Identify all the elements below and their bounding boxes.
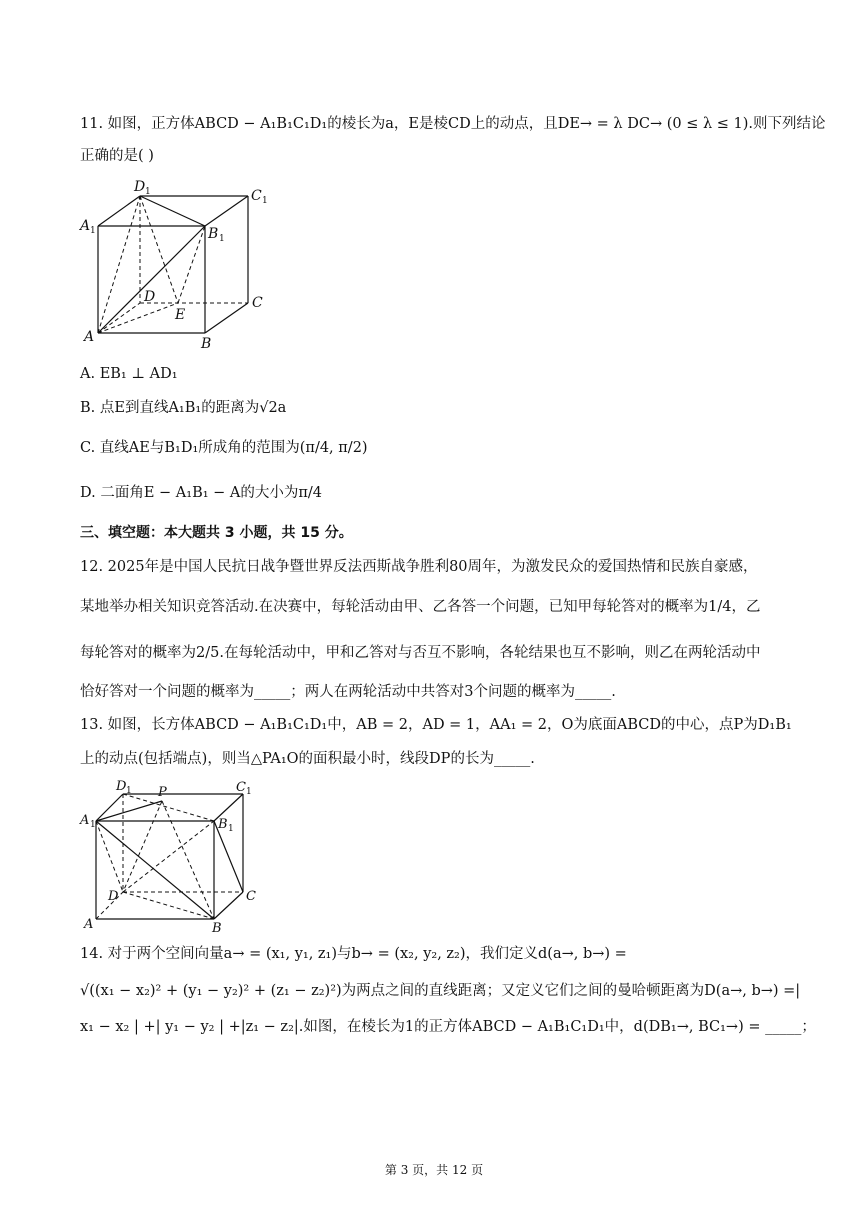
label-B: B <box>201 336 212 352</box>
section-3-header: 三、填空题：本大题共 3 小题，共 15 分。 <box>80 525 353 541</box>
label-A: A <box>84 329 95 345</box>
svg-text:1: 1 <box>126 786 132 796</box>
q13-line2: 上的动点(包括端点)，则当△PA₁O的面积最小时，线段DP的长为_____. <box>80 751 535 767</box>
label-D1: D <box>134 179 146 195</box>
q11-option-c: C. 直线AE与B₁D₁所成角的范围为(π/4, π/2) <box>80 440 368 456</box>
label-A: A <box>84 917 94 932</box>
label-E: E <box>175 307 186 323</box>
q14-line2: √((x₁ − x₂)² + (y₁ − y₂)² + (z₁ − z₂)²)为两点之间的直线距离；又定义它们之间的曼哈顿距离为D(a→, b→) =| <box>80 983 801 999</box>
label-B: B <box>212 921 222 934</box>
q11-line1: 11. 如图，正方体ABCD − A₁B₁C₁D₁的棱长为a，E是棱CD上的动点，且DE→ = λ DC→ (0 ≤ λ ≤ 1).则下列结论 <box>80 116 826 132</box>
q12-line1: 12. 2025年是中国人民抗日战争暨世界反法西斯战争胜利80周年，为激发民众的爱国热情和民族自豪感， <box>80 559 758 575</box>
svg-text:1: 1 <box>246 787 252 797</box>
cube-figure-q11 <box>78 176 278 352</box>
label-P: P <box>158 785 167 800</box>
svg-text:1: 1 <box>90 226 96 236</box>
q11-option-b: B. 点E到直线A₁B₁的距离为√2a <box>80 400 287 416</box>
svg-text:1: 1 <box>145 187 151 197</box>
q11-line2: 正确的是( ) <box>80 148 154 164</box>
svg-text:1: 1 <box>228 824 234 834</box>
label-C: C <box>252 295 263 311</box>
q11-option-d: D. 二面角E − A₁B₁ − A的大小为π/4 <box>80 485 323 501</box>
svg-text:1: 1 <box>219 234 225 244</box>
q14-line1: 14. 对于两个空间向量a→ = (x₁, y₁, z₁)与b→ = (x₂, y₂, z₂)，我们定义d(a→, b→) = <box>80 946 627 962</box>
q12-line2: 某地举办相关知识竞答活动.在决赛中，每轮活动由甲、乙各答一个问题，已知甲每轮答对的概率为1/4，乙 <box>80 599 761 615</box>
q12-line4: 恰好答对一个问题的概率为_____；两人在两轮活动中共答对3个问题的概率为_____. <box>80 684 616 700</box>
label-A1: A <box>80 813 90 828</box>
q13-line1: 13. 如图，长方体ABCD − A₁B₁C₁D₁中，AB = 2，AD = 1，AA₁ = 2，O为底面ABCD的中心，点P为D₁B₁ <box>80 717 792 733</box>
label-D: D <box>144 289 156 305</box>
q14-line3: x₁ − x₂ | +| y₁ − y₂ | +|z₁ − z₂|.如图，在棱长为1的正方体ABCD − A₁B₁C₁D₁中，d(DB₁→, BC₁→) = _____； <box>80 1019 816 1035</box>
label-C: C <box>246 889 256 904</box>
svg-text:1: 1 <box>262 196 268 206</box>
label-D1: D <box>116 779 127 794</box>
svg-text:1: 1 <box>90 820 96 830</box>
label-D: D <box>108 889 119 904</box>
label-A1: A <box>80 218 91 234</box>
label-B1: B <box>218 817 228 832</box>
label-C1: C <box>251 188 262 204</box>
cuboid-figure-q13 <box>78 776 268 934</box>
label-C1: C <box>236 780 246 795</box>
label-B1: B <box>208 226 219 242</box>
q12-line3: 每轮答对的概率为2/5.在每轮活动中，甲和乙答对与否互不影响，各轮结果也互不影响，则乙在两轮活动中 <box>80 645 761 661</box>
page-footer: 第 3 页，共 12 页 <box>384 1163 484 1177</box>
q11-option-a: A. EB₁ ⊥ AD₁ <box>80 366 178 382</box>
